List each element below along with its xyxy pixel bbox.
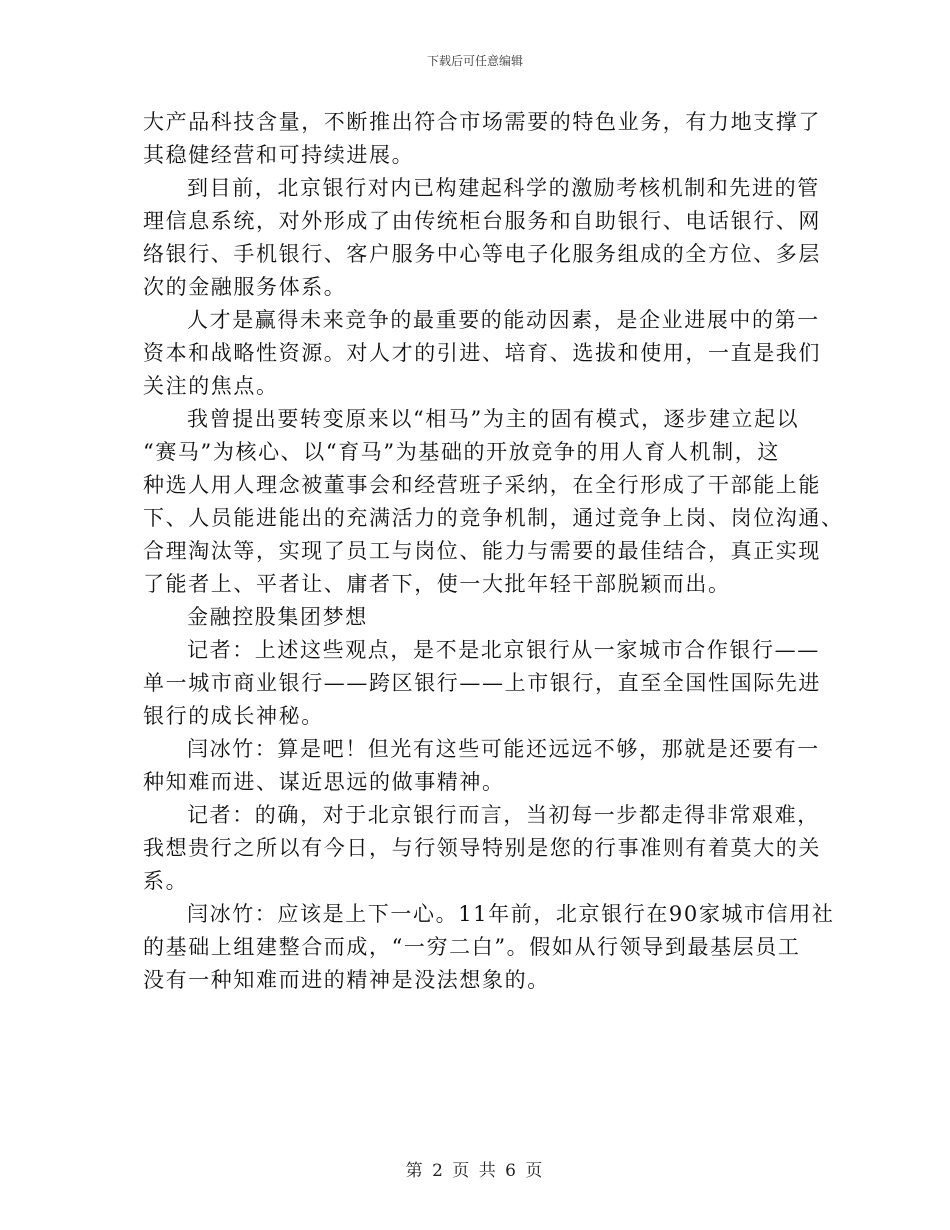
text-line: 大产品科技含量，不断推出符合市场需要的特色业务，有力地支撑了: [143, 110, 821, 134]
page-header: 下载后可任意编辑: [426, 54, 523, 68]
text-line: 种选人用人理念被董事会和经营班子采纳，在全行形成了干部能上能: [143, 473, 821, 497]
document-body: [143, 106, 844, 997]
text-line: 没有一种知难而进的精神是没法想象的。: [143, 968, 550, 992]
text-line: 的基础上组建整合而成，“一穷二白”。假如从行领导到最基层员工: [143, 935, 801, 959]
text-line: 资本和战略性资源。对人才的引进、培育、选拔和使用，一直是我们: [143, 341, 821, 365]
text-line: 记者：的确，对于北京银行而言，当初每一步都走得非常艰难，: [187, 803, 820, 827]
text-line: “赛马”为核心、以“育马”为基础的开放竞争的用人育人机制，这: [143, 440, 780, 464]
text-line: 其稳健经营和可持续进展。: [143, 143, 415, 167]
text-line: 下、人员能进能出的充满活力的竞争机制，通过竞争上岗、岗位沟通、: [143, 506, 844, 530]
text-line: 金融控股集团梦想: [187, 605, 368, 629]
text-line: 络银行、手机银行、客户服务中心等电子化服务组成的全方位、多层: [143, 242, 821, 266]
text-line: 闫冰竹：应该是上下一心。11年前，北京银行在90家城市信用社: [187, 902, 835, 926]
text-line: 单一城市商业银行——跨区银行——上市银行，直至全国性国际先进: [143, 671, 821, 695]
page-footer: 第 2 页 共 6 页: [405, 1161, 545, 1181]
text-line: 人才是赢得未来竞争的最重要的能动因素，是企业进展中的第一: [187, 308, 820, 332]
text-line: 银行的成长神秘。: [143, 704, 324, 728]
text-line: 次的金融服务体系。: [143, 275, 347, 299]
text-line: 种知难而进、谋近思远的做事精神。: [143, 770, 505, 794]
text-line: 理信息系统，对外形成了由传统柜台服务和自助银行、电话银行、网: [143, 209, 821, 233]
text-line: 关注的焦点。: [143, 374, 279, 398]
text-line: 我想贵行之所以有今日，与行领导特别是您的行事准则有着莫大的关: [143, 836, 821, 860]
text-line: 到目前，北京银行对内已构建起科学的激励考核机制和先进的管: [187, 176, 820, 200]
text-line: 合理淘汰等，实现了员工与岗位、能力与需要的最佳结合，真正实现: [143, 539, 821, 563]
text-line: 系。: [143, 869, 189, 893]
text-line: 记者：上述这些观点，是不是北京银行从一家城市合作银行——: [187, 638, 820, 662]
text-line: 我曾提出要转变原来以“相马”为主的固有模式，逐步建立起以: [187, 407, 800, 431]
text-line: 了能者上、平者让、庸者下，使一大批年轻干部脱颖而出。: [143, 572, 731, 596]
text-line: 闫冰竹：算是吧！但光有这些可能还远远不够，那就是还要有一: [187, 737, 820, 761]
